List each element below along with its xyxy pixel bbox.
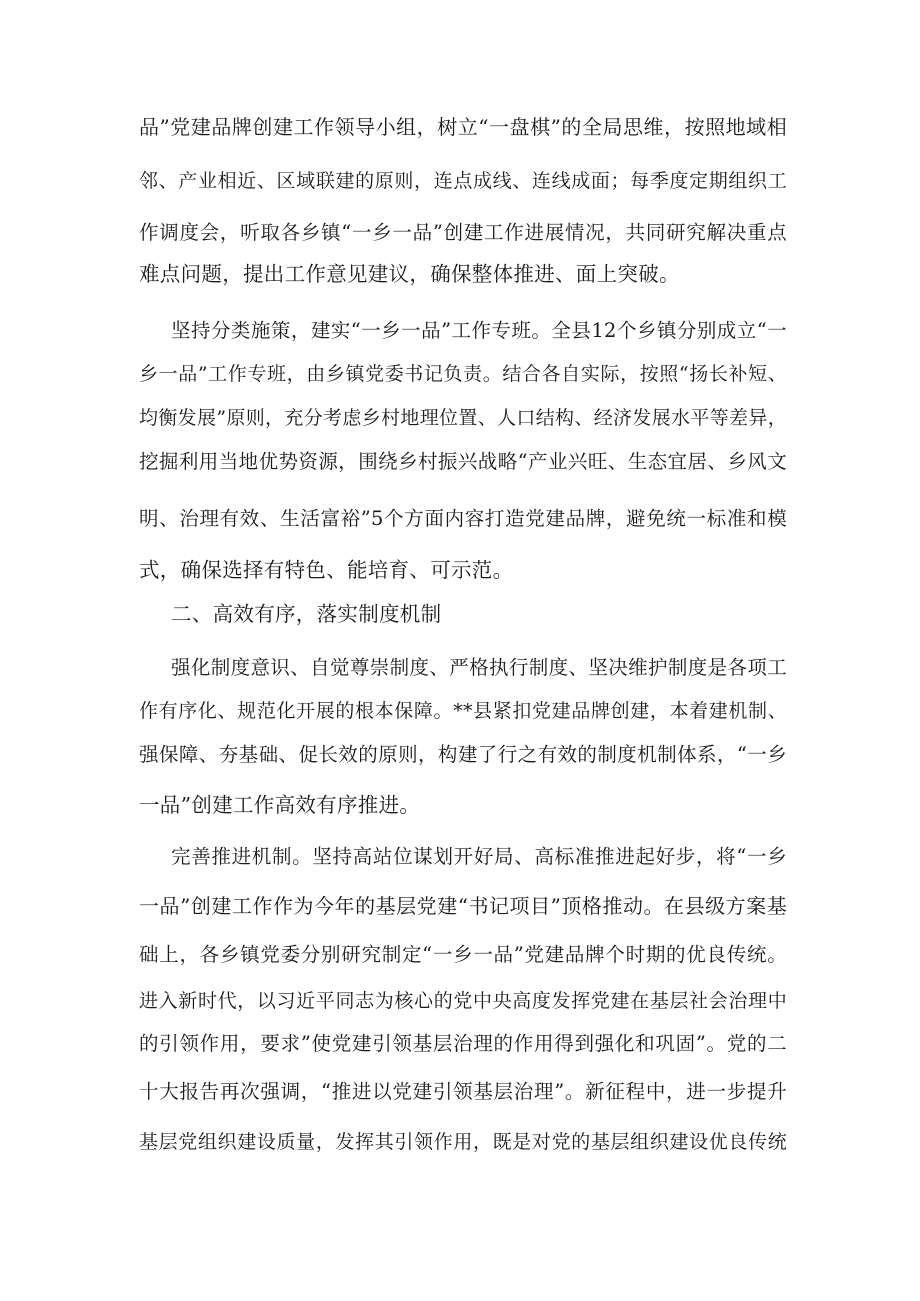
text-line: 的引领作用，要求”使党建引领基层治理的作用得到强化和巩固”。党的二 [139,1032,787,1055]
text-line: 挖掘利用当地优势资源，围绕乡村振兴战略“产业兴旺、生态宜居、乡风文 [139,450,787,473]
text-line: 强化制度意识、自觉尊崇制度、严格执行制度、坚决维护制度是各项工 [171,656,787,679]
text-line: 础上，各乡镇党委分别研究制定“一乡一品”党建品牌个时期的优良传统。 [139,943,787,966]
text-line: 作调度会，听取各乡镇“一乡一品”创建工作进展情况，共同研究解决重点 [139,221,787,244]
text-line: 作有序化、规范化开展的根本保障。**县紧扣党建品牌创建，本着建机制、 [139,700,787,722]
section-heading: 二、高效有序，落实制度机制 [171,602,442,626]
text-line: 乡一品”工作专班，由乡镇党委书记负责。结合各自实际，按照“扬长补短、 [139,363,787,385]
text-line: 难点问题，提出工作意见建议，确保整体推进、面上突破。 [139,262,680,286]
text-line: 强保障、夯基础、促长效的原则，构建了行之有效的制度机制体系，“一乡 [139,743,787,766]
text-line: 基层党组织建设质量，发挥其引领作用，既是对党的基层组织建设优良传统 [139,1131,787,1153]
text-line: 坚持分类施策，建实“一乡一品”工作专班。全县12个乡镇分别成立“一 [171,319,787,342]
text-line: 品”党建品牌创建工作领导小组，树立“一盘棋”的全局思维，按照地域相 [139,115,787,139]
text-line: 十大报告再次强调，“推进以党建引领基层治理”。新征程中，进一步提升 [139,1080,787,1103]
text-line: 邻、产业相近、区域联建的原则，连点成线、连线成面；每季度定期组织工 [139,170,787,192]
text-line: 一品”创建工作高效有序推进。 [139,793,421,817]
text-line: 明、治理有效、生活富裕”5个方面内容打造党建品牌，避免统一标准和模 [139,507,787,530]
text-line: 一品”创建工作作为今年的基层党建“书记项目”顶格推动。在县级方案基 [139,894,787,918]
text-line: 完善推进机制。坚持高站位谋划开好局、高标准推进起好步，将“一乡 [171,845,787,868]
text-line: 式，确保选择有特色、能培育、可示范。 [139,558,514,582]
text-line: 均衡发展”原则，充分考虑乡村地理位置、人口结构、经济发展水平等差异， [139,407,787,429]
text-line: 进入新时代，以习近平同志为核心的党中央高度发挥党建在基层社会治理中 [139,990,787,1012]
